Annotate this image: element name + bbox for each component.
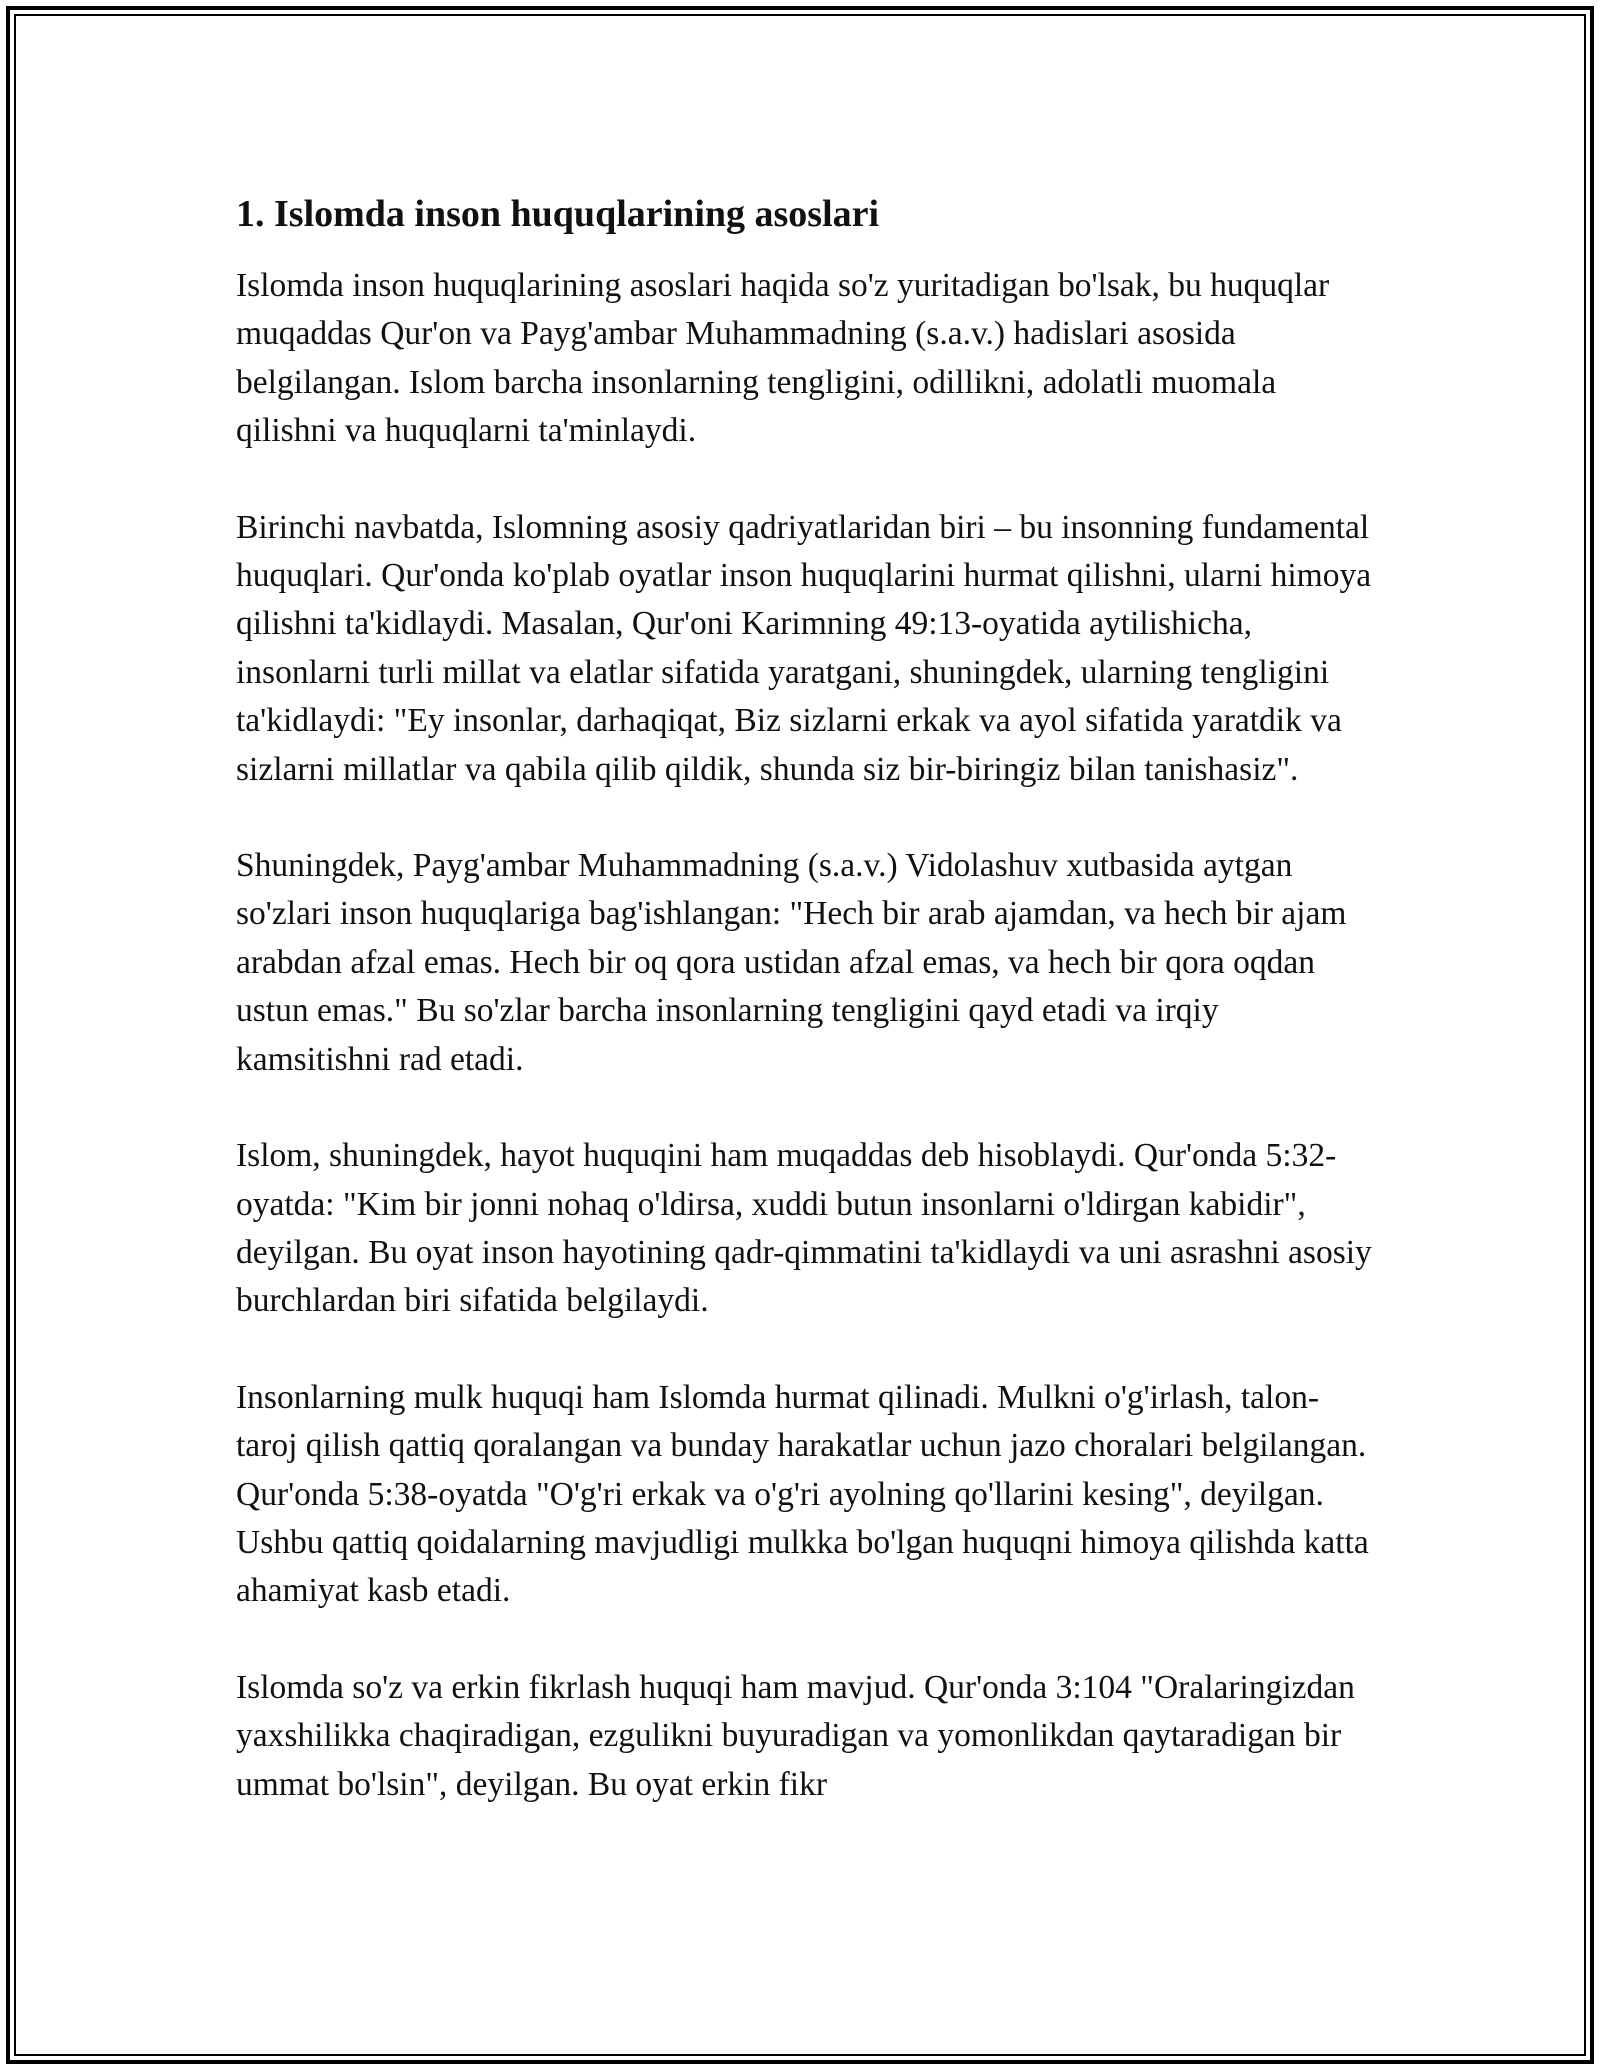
paragraph-right-to-life: Islom, shuningdek, hayot huquqini ham muqaddas deb hisoblaydi. Qur'onda 5:32-oyatda: "Kim bir jonni nohaq o'ldirsa, xuddi butun insonlarni o'ldirgan kabidir", deyilgan. Bu oyat inson hayotining qadr-qimmatini ta'kidlaydi va uni asrashni asosiy burchlardan biri sifatida belgilaydi. xyxy=(236,1137,1372,1320)
paragraph-fundamental-rights: Birinchi navbatda, Islomning asosiy qadriyatlaridan biri – bu insonning fundamental huquqlari. Qur'onda ko'plab oyatlar inson huquqlarini hurmat qilishni, ularni himoya qilishni ta'kidlaydi. Masalan, Qur'oni Karimning 49:13-oyatida aytilishicha, insonlarni turli millat va elatlar sifatida yaratgani, shuningdek, ularning tengligini ta'kidlaydi: "Ey insonlar, darhaqiqat, Biz sizlarni erkak va ayol sifatida yaratdik va sizlarni millatlar va qabila qilib qildik, shunda siz bir-biringiz bilan tanishasiz". xyxy=(236,508,1372,788)
paragraph-intro: Islomda inson huquqlarining asoslari haqida so'z yuritadigan bo'lsak, bu huquqlar muqaddas Qur'on va Payg'ambar Muhammadning (s.a.v.) hadislari asosida belgilangan. Islom barcha insonlarning tengligini, odillikni, adolatli muomala qilishni va huquqlarni ta'minlaydi. xyxy=(236,267,1330,450)
paragraph-freedom-of-speech: Islomda so'z va erkin fikrlash huquqi ham mavjud. Qur'onda 3:104 "Oralaringizdan yaxshilikka chaqiradigan, ezgulikni buyuradigan va yomonlikdan qaytaradigan bir ummat bo'lsin", deyilgan. Bu oyat erkin fikr xyxy=(236,1668,1355,1803)
paragraph-property-rights: Insonlarning mulk huquqi ham Islomda hurmat qilinadi. Mulkni o'g'irlash, talon-taroj qilish qattiq qoralangan va bunday harakatlar uchun jazo choralari belgilangan. Qur'onda 5:38-oyatda "O'g'ri erkak va o'g'ri ayolning qo'llarini kesing", deyilgan. Ushbu qattiq qoidalarning mavjudligi mulkka bo'lgan huquqni himoya qilishda katta ahamiyat kasb etadi. xyxy=(236,1378,1369,1610)
document-body xyxy=(236,186,1376,1857)
paragraph-farewell-sermon: Shuningdek, Payg'ambar Muhammadning (s.a.v.) Vidolashuv xutbasida aytgan so'zlari inson huquqlariga bag'ishlangan: "Hech bir arab ajamdan, va hech bir ajam arabdan afzal emas. Hech bir oq qora ustidan afzal emas, va hech bir qora oqdan ustun emas." Bu so'zlar barcha insonlarning tengligini qayd etadi va irqiy kamsitishni rad etadi. xyxy=(236,847,1347,1078)
section-heading: 1. Islomda inson huquqlarining asoslari xyxy=(236,193,880,235)
